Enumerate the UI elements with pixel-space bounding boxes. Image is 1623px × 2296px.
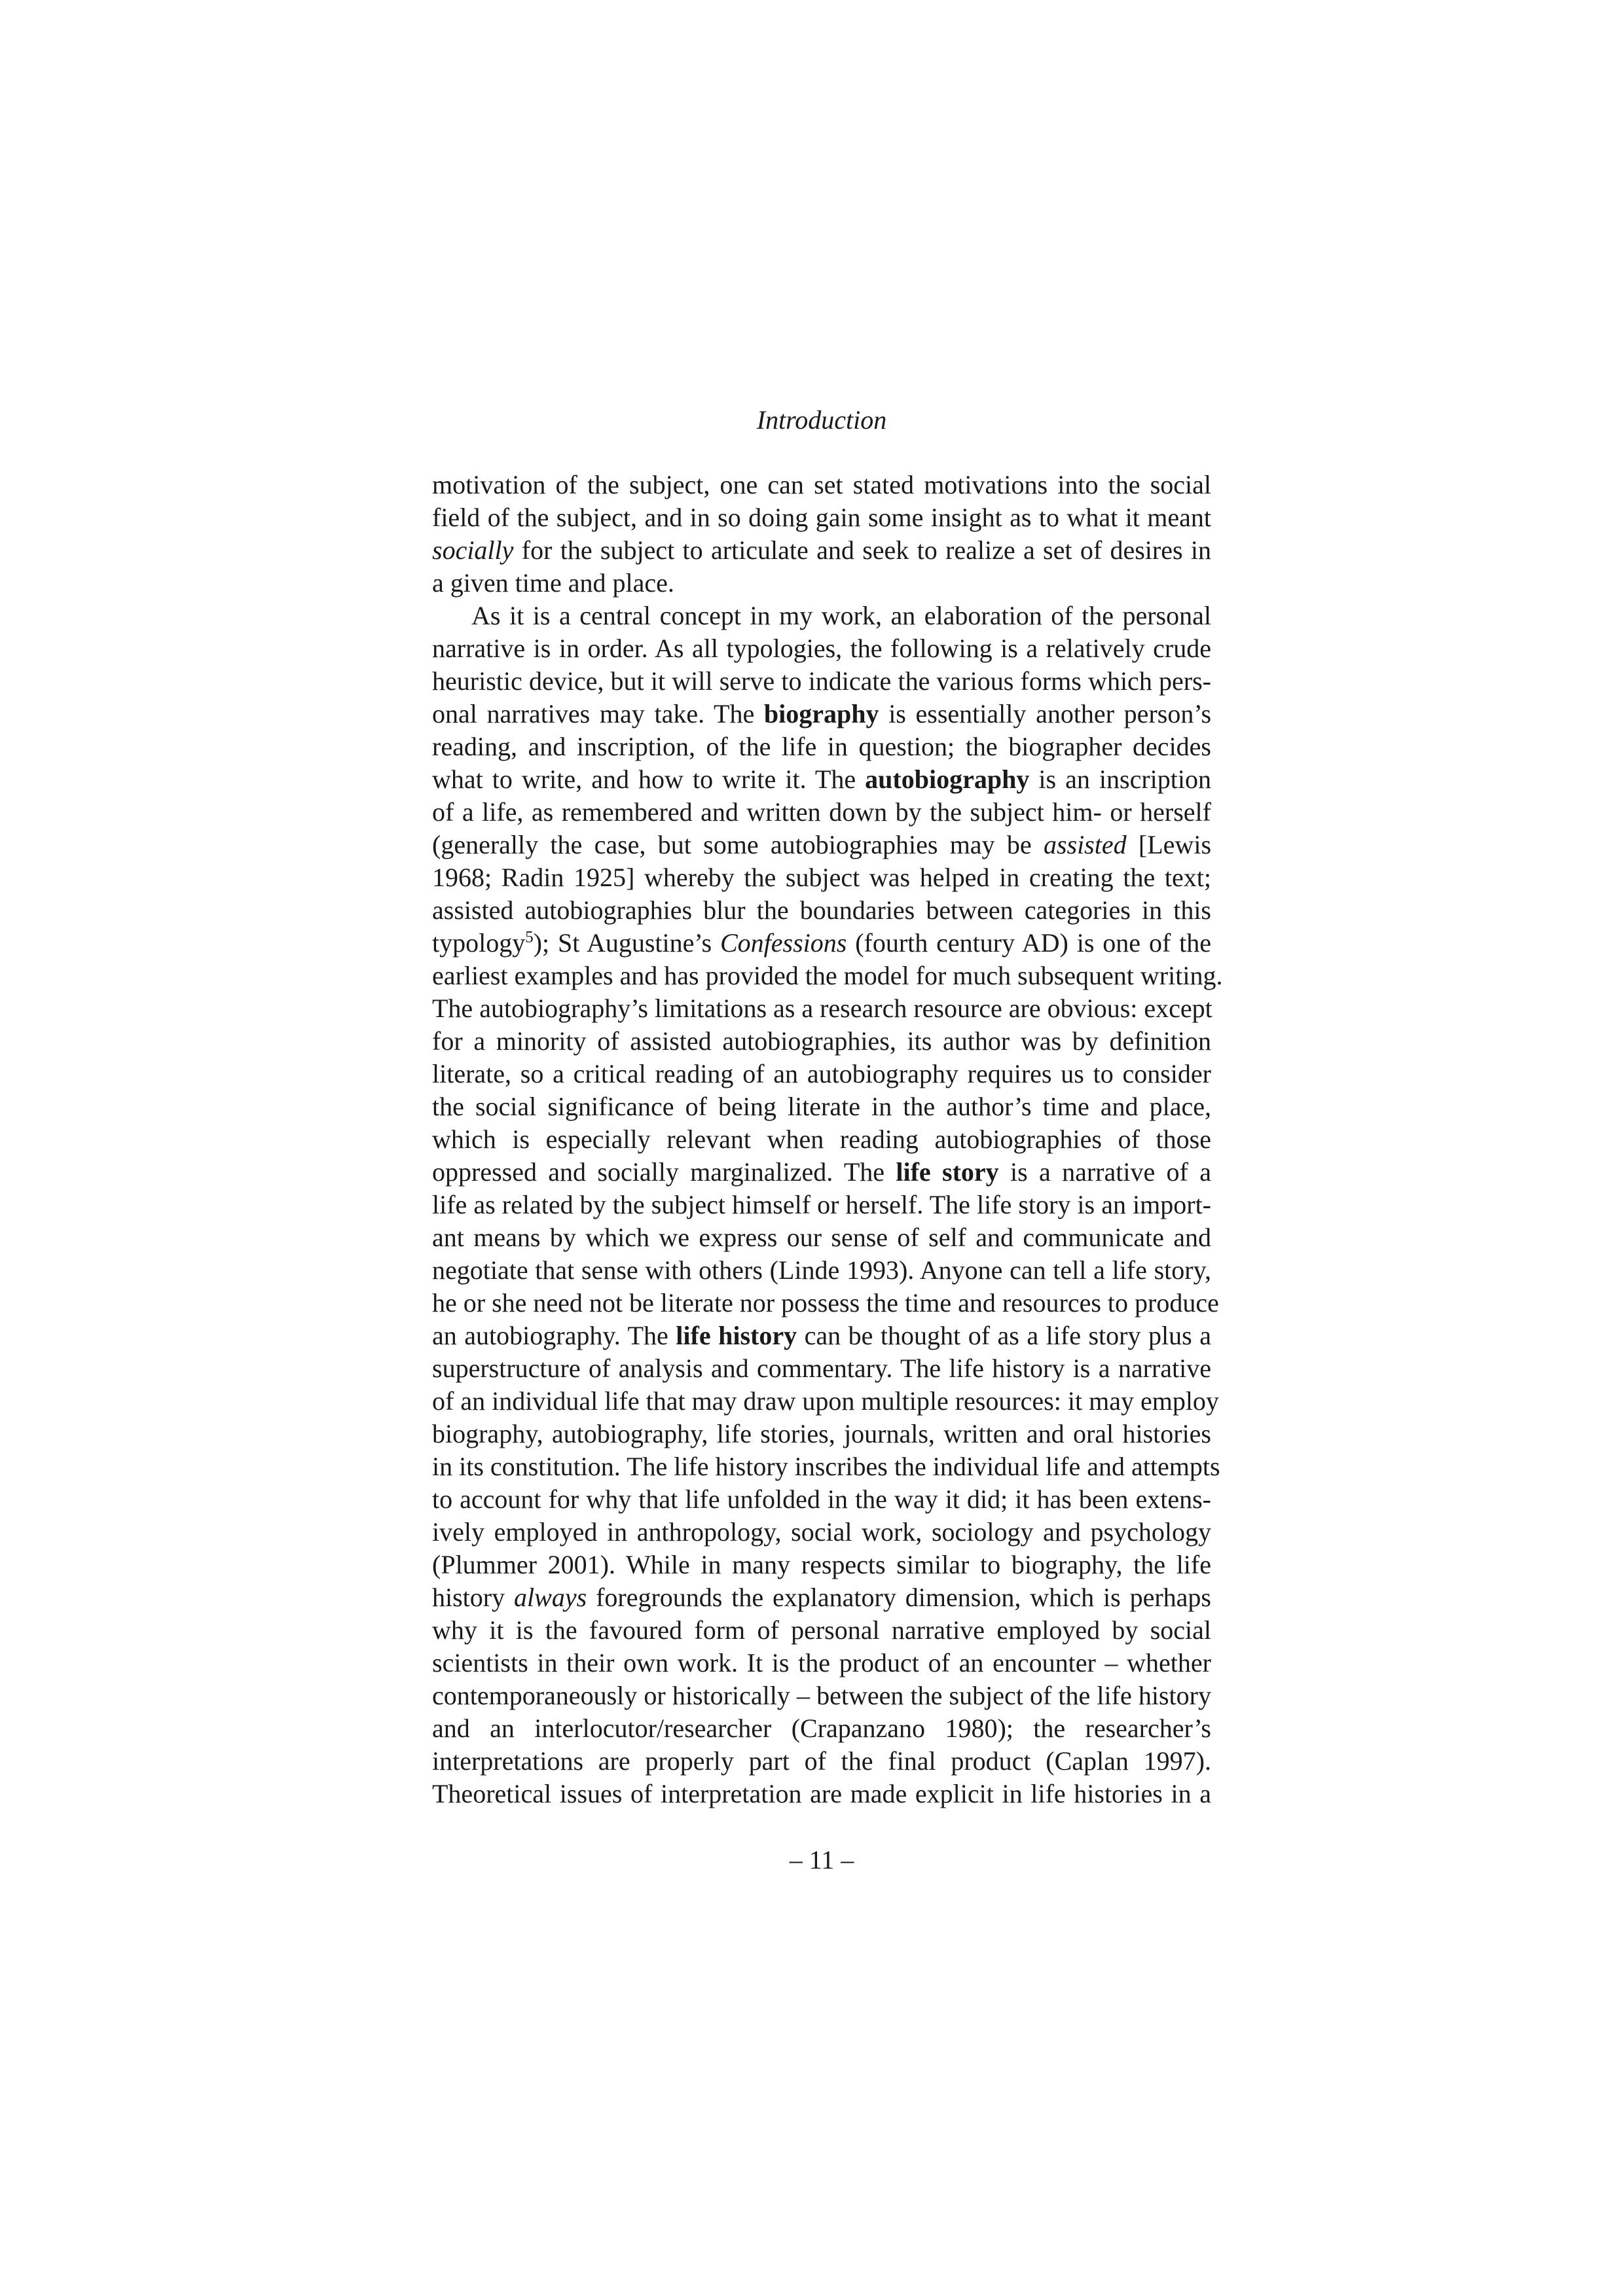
text-line: reading, and inscription, of the life in question; the biographer decides — [432, 732, 1211, 761]
text-line: field of the subject, and in so doing gain some insight as to what it meant — [432, 503, 1211, 532]
bold-term: autobiography — [865, 764, 1030, 794]
text-line: a given time and place. — [432, 568, 674, 598]
text-line: narrative is in order. As all typologies, the following is a relatively crude — [432, 634, 1211, 663]
running-head: Introduction — [756, 405, 887, 435]
text-line: socially for the subject to articulate and seek to realize a set of desires in — [432, 535, 1211, 565]
text-line: negotiate that sense with others (Linde 1993). Anyone can tell a life story, — [432, 1255, 1211, 1285]
text-line: he or she need not be literate nor possess the time and resources to produce — [432, 1288, 1219, 1318]
text-line: what to write, and how to write it. The autobiography is an inscription — [432, 764, 1212, 794]
text-line: As it is a central concept in my work, an elaboration of the personal — [471, 601, 1211, 630]
text-line: scientists in their own work. It is the product of an encounter – whether — [432, 1648, 1211, 1677]
text-line: superstructure of analysis and commentary. The life history is a narrative — [432, 1354, 1211, 1383]
page-number: – 11 – — [789, 1845, 854, 1874]
text-line: the social significance of being literate in the author’s time and place, — [432, 1092, 1211, 1121]
text-line: which is especially relevant when reading autobiographies of those — [432, 1124, 1211, 1154]
italic-term: assisted — [1043, 830, 1127, 859]
text-line: contemporaneously or historically – between the subject of the life history — [432, 1681, 1211, 1710]
text-line: life as related by the subject himself or herself. The life story is an import- — [432, 1190, 1211, 1219]
text-line: earliest examples and has provided the model for much subsequent writing. — [432, 961, 1223, 990]
text-line: of a life, as remembered and written down by the subject him- or herself — [432, 797, 1211, 827]
text-line: in its constitution. The life history inscribes the individual life and attempts — [432, 1452, 1220, 1481]
text-line: assisted autobiographies blur the boundaries between categories in this — [432, 895, 1211, 925]
text-line: why it is the favoured form of personal narrative employed by social — [432, 1615, 1211, 1645]
italic-term: socially — [432, 535, 514, 565]
bold-term: biography — [763, 699, 879, 728]
text-line: typology$^5$); St Augustine’s Confessions (fourth century AD) is one of the — [432, 928, 1212, 958]
bold-term: life history — [676, 1321, 797, 1350]
italic-term: Confessions — [720, 928, 847, 958]
text-line: (Plummer 2001). While in many respects similar to biography, the life — [432, 1550, 1211, 1579]
text-line: oppressed and socially marginalized. The life story is a narrative of a — [432, 1157, 1211, 1187]
text-line: interpretations are properly part of the final product (Caplan 1997). — [432, 1746, 1211, 1776]
paragraph-2 — [432, 600, 1223, 1810]
text-line: The autobiography’s limitations as a research resource are obvious: except — [432, 994, 1213, 1023]
text-line: heuristic device, but it will serve to indicate the various forms which pers- — [432, 666, 1211, 696]
text-line: ively employed in anthropology, social work, sociology and psychology — [432, 1517, 1211, 1547]
text-line: Theoretical issues of interpretation are made explicit in life histories in a — [432, 1779, 1211, 1808]
bold-term: life story — [896, 1157, 999, 1187]
text-line: history always foregrounds the explanatory dimension, which is perhaps — [432, 1583, 1211, 1612]
text-line: and an interlocutor/researcher (Crapanzano 1980); the researcher’s — [432, 1713, 1211, 1743]
italic-term: always — [514, 1583, 587, 1612]
footnote-marker: 5 — [525, 928, 534, 946]
text-line: of an individual life that may draw upon multiple resources: it may employ — [432, 1386, 1219, 1416]
text-line: to account for why that life unfolded in the way it did; it has been extens- — [432, 1484, 1211, 1514]
text-line: motivation of the subject, one can set stated motivations into the social — [432, 470, 1211, 499]
text-line: onal narratives may take. The biography is essentially another person’s — [432, 699, 1212, 728]
text-line: 1968; Radin 1925] whereby the subject was helped in creating the text; — [432, 863, 1211, 892]
body-text — [432, 469, 1223, 1810]
text-line: (generally the case, but some autobiographies may be assisted [Lewis — [432, 830, 1212, 859]
paragraph-1 — [432, 469, 1211, 600]
text-line: an autobiography. The life history can be thought of as a life story plus a — [432, 1321, 1211, 1350]
text-line: literate, so a critical reading of an autobiography requires us to consider — [432, 1059, 1211, 1088]
text-line: biography, autobiography, life stories, journals, written and oral histories — [432, 1419, 1211, 1448]
text-line: for a minority of assisted autobiographies, its author was by definition — [432, 1026, 1211, 1056]
text-line: ant means by which we express our sense of self and communicate and — [432, 1223, 1211, 1252]
